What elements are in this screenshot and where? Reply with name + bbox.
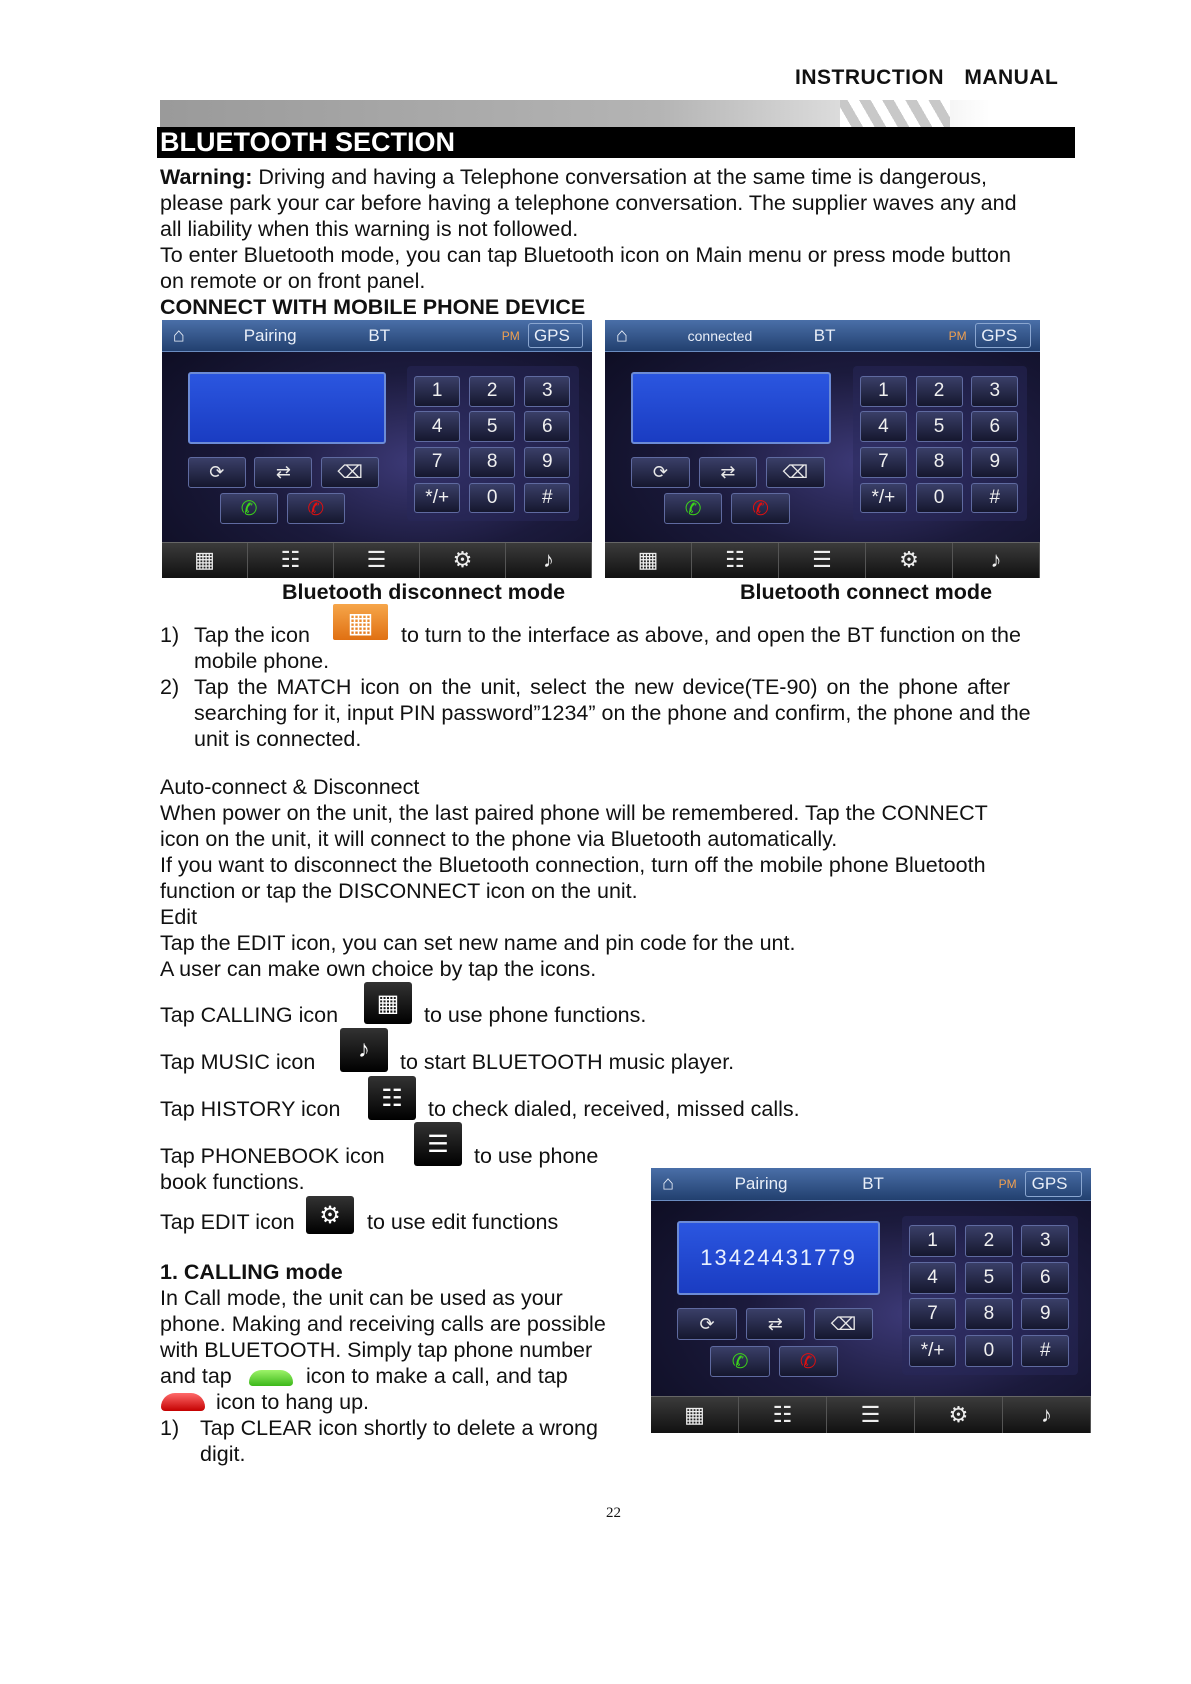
auto-line-2: When power on the unit, the last paired phone will be remembered. Tap the CONNECT bbox=[160, 801, 988, 825]
key-8[interactable]: 8 bbox=[916, 447, 963, 478]
bt-disconnect-screen bbox=[162, 320, 592, 578]
tap-phonebook-c: book functions. bbox=[160, 1170, 305, 1194]
music-icon[interactable]: ♪ bbox=[506, 543, 592, 578]
tap-calling-b: to use phone functions. bbox=[424, 1003, 647, 1027]
key-star[interactable]: */+ bbox=[414, 483, 460, 514]
key-5[interactable]: 5 bbox=[916, 411, 963, 442]
settings-icon: ⚙ bbox=[306, 1196, 354, 1234]
key-1[interactable]: 1 bbox=[414, 376, 460, 407]
pm-label: PM bbox=[948, 328, 967, 343]
home-icon[interactable]: ⌂ bbox=[172, 324, 185, 347]
warning-line-2: please park your car before having a telephone conversation. The supplier waves any and bbox=[160, 191, 1017, 215]
key-7[interactable]: 7 bbox=[414, 447, 460, 478]
auto-line-1: Auto-connect & Disconnect bbox=[160, 775, 420, 799]
key-2[interactable]: 2 bbox=[916, 376, 963, 407]
settings-icon[interactable]: ⚙ bbox=[915, 1397, 1003, 1433]
tap-calling-a: Tap CALLING icon bbox=[160, 1003, 339, 1027]
caption-disconnect: Bluetooth disconnect mode bbox=[282, 580, 566, 604]
enter-mode-line-1: To enter Bluetooth mode, you can tap Bluetooth icon on Main menu or press mode button bbox=[160, 243, 1011, 267]
key-3[interactable]: 3 bbox=[971, 376, 1018, 407]
calling-line-4b: icon to make a call, and tap bbox=[306, 1364, 568, 1388]
status-text: connected bbox=[687, 327, 753, 344]
phonebook-icon[interactable]: ☰ bbox=[827, 1397, 915, 1433]
phone-green-icon: ✆ bbox=[684, 497, 702, 520]
step-1-text-a: Tap the icon bbox=[194, 623, 310, 647]
warning-label: Warning: bbox=[160, 165, 253, 189]
key-1[interactable]: 1 bbox=[860, 376, 907, 407]
clear-button[interactable] bbox=[814, 1308, 873, 1340]
header-title: INSTRUCTION MANUAL bbox=[795, 66, 1059, 89]
number-display bbox=[631, 372, 831, 444]
keypad bbox=[407, 366, 579, 521]
key-0[interactable]: 0 bbox=[965, 1335, 1013, 1367]
phonebook-icon: ☰ bbox=[414, 1122, 462, 1166]
key-6[interactable]: 6 bbox=[971, 411, 1018, 442]
tap-music-a: Tap MUSIC icon bbox=[160, 1050, 316, 1074]
phonebook-icon[interactable]: ☰ bbox=[779, 543, 866, 578]
history-icon: ☷ bbox=[368, 1076, 416, 1120]
tap-history-a: Tap HISTORY icon bbox=[160, 1097, 341, 1121]
calling-icon[interactable]: ▦ bbox=[162, 543, 248, 578]
music-icon[interactable]: ♪ bbox=[1003, 1397, 1091, 1433]
step-2-text-a: Tap the MATCH icon on the unit, select the new device(TE-90) on the phone after bbox=[194, 675, 1011, 699]
step-2-text-b: searching for it, input PIN password”1234” on the phone and confirm, the phone and the bbox=[194, 701, 1031, 725]
tap-history-b: to check dialed, received, missed calls. bbox=[428, 1097, 800, 1121]
tap-music-b: to start BLUETOOTH music player. bbox=[400, 1050, 735, 1074]
warning-line-3: all liability when this warning is not followed. bbox=[160, 217, 579, 241]
refresh-icon: ⟳ bbox=[209, 461, 225, 482]
page-number: 22 bbox=[606, 1505, 621, 1521]
hangup-button[interactable] bbox=[731, 493, 790, 524]
clear-button[interactable] bbox=[321, 457, 379, 488]
warning-text: Driving and having a Telephone conversation at the same time is dangerous, bbox=[252, 165, 987, 189]
hangup-button[interactable] bbox=[779, 1346, 838, 1378]
key-3[interactable]: 3 bbox=[1021, 1225, 1069, 1257]
status-text: Pairing bbox=[243, 325, 297, 345]
clear-button[interactable] bbox=[766, 457, 825, 488]
pm-label: PM bbox=[501, 328, 520, 343]
key-0[interactable]: 0 bbox=[469, 483, 515, 514]
match-button[interactable] bbox=[631, 457, 690, 488]
calling-icon[interactable]: ▦ bbox=[605, 543, 692, 578]
key-9[interactable]: 9 bbox=[1021, 1298, 1069, 1330]
key-4[interactable]: 4 bbox=[909, 1262, 957, 1294]
green-phone-icon bbox=[249, 1370, 293, 1386]
calling-line-3: with BLUETOOTH. Simply tap phone number bbox=[160, 1338, 593, 1362]
screen-navbar bbox=[162, 542, 592, 578]
connect-button[interactable] bbox=[746, 1308, 805, 1340]
tap-edit-a: Tap EDIT icon bbox=[160, 1210, 295, 1234]
key-hash[interactable]: # bbox=[524, 483, 570, 514]
key-4[interactable]: 4 bbox=[414, 411, 460, 442]
key-2[interactable]: 2 bbox=[965, 1225, 1013, 1257]
step-1-text-b: to turn to the interface as above, and open the BT function on the bbox=[401, 623, 1021, 647]
phone-red-icon: ✆ bbox=[799, 1350, 817, 1373]
music-icon: ♪ bbox=[340, 1028, 388, 1072]
match-button[interactable] bbox=[188, 457, 246, 488]
calling-line-4a: and tap bbox=[160, 1364, 232, 1388]
phonebook-icon[interactable]: ☰ bbox=[334, 543, 420, 578]
number-display bbox=[188, 372, 386, 444]
key-7[interactable]: 7 bbox=[909, 1298, 957, 1330]
warning-line-1 bbox=[160, 164, 987, 190]
gps-label: GPS bbox=[1031, 1174, 1068, 1194]
key-6[interactable]: 6 bbox=[1021, 1262, 1069, 1294]
key-9[interactable]: 9 bbox=[524, 447, 570, 478]
bt-connect-screen bbox=[605, 320, 1040, 578]
call-button[interactable] bbox=[664, 493, 723, 524]
key-4[interactable]: 4 bbox=[860, 411, 907, 442]
tap-phonebook-b: to use phone bbox=[474, 1144, 599, 1168]
home-icon[interactable]: ⌂ bbox=[662, 1172, 675, 1195]
music-icon[interactable]: ♪ bbox=[953, 543, 1040, 578]
key-5[interactable]: 5 bbox=[965, 1262, 1013, 1294]
bt-label: BT bbox=[813, 325, 836, 345]
call-button[interactable] bbox=[710, 1346, 769, 1378]
history-icon[interactable]: ☷ bbox=[692, 543, 779, 578]
step-1-text-c: mobile phone. bbox=[194, 649, 330, 673]
calling-grid-icon: ▦ bbox=[333, 604, 388, 640]
calling-line-5: icon to hang up. bbox=[216, 1390, 370, 1414]
header-decor-bar bbox=[160, 100, 990, 127]
section-title: BLUETOOTH SECTION bbox=[157, 127, 1075, 158]
bt-label: BT bbox=[862, 1174, 884, 1194]
calling-mode-screen bbox=[651, 1168, 1091, 1433]
backspace-icon: ⌫ bbox=[782, 461, 809, 482]
calling-step-1-number: 1) bbox=[160, 1416, 180, 1440]
caption-connect: Bluetooth connect mode bbox=[740, 580, 993, 604]
refresh-icon: ⟳ bbox=[699, 1313, 715, 1334]
match-button[interactable] bbox=[677, 1308, 736, 1340]
key-3[interactable]: 3 bbox=[524, 376, 570, 407]
key-0[interactable]: 0 bbox=[916, 483, 963, 514]
gps-label: GPS bbox=[533, 325, 570, 345]
auto-line-3: icon on the unit, it will connect to the phone via Bluetooth automatically. bbox=[160, 827, 838, 851]
auto-line-8: A user can make own choice by tap the icons. bbox=[160, 957, 597, 981]
gps-label: GPS bbox=[981, 325, 1018, 345]
swap-icon: ⇄ bbox=[720, 461, 736, 482]
key-7[interactable]: 7 bbox=[860, 447, 907, 478]
phone-red-icon: ✆ bbox=[307, 497, 325, 520]
screen-topbar bbox=[162, 320, 592, 352]
calling-line-1: In Call mode, the unit can be used as your bbox=[160, 1286, 563, 1310]
history-icon[interactable]: ☷ bbox=[248, 543, 334, 578]
bt-label: BT bbox=[368, 325, 391, 345]
edit-heading: Edit bbox=[160, 905, 198, 929]
key-5[interactable]: 5 bbox=[469, 411, 515, 442]
connect-button[interactable] bbox=[699, 457, 758, 488]
hangup-button[interactable] bbox=[287, 493, 345, 524]
history-icon[interactable]: ☷ bbox=[739, 1397, 827, 1433]
tap-phonebook-a: Tap PHONEBOOK icon bbox=[160, 1144, 385, 1168]
backspace-icon: ⌫ bbox=[337, 461, 363, 482]
key-1[interactable]: 1 bbox=[909, 1225, 957, 1257]
key-star[interactable]: */+ bbox=[909, 1335, 957, 1367]
phone-green-icon: ✆ bbox=[731, 1350, 749, 1373]
settings-icon[interactable]: ⚙ bbox=[866, 543, 953, 578]
key-star[interactable]: */+ bbox=[860, 483, 907, 514]
keypad bbox=[902, 1216, 1078, 1375]
keypad bbox=[853, 366, 1027, 521]
settings-icon[interactable]: ⚙ bbox=[420, 543, 506, 578]
key-hash[interactable]: # bbox=[1021, 1335, 1069, 1367]
key-6[interactable]: 6 bbox=[524, 411, 570, 442]
auto-line-4: If you want to disconnect the Bluetooth connection, turn off the mobile phone Bluetooth bbox=[160, 853, 986, 877]
key-2[interactable]: 2 bbox=[469, 376, 515, 407]
enter-mode-line-2: on remote or on front panel. bbox=[160, 269, 426, 293]
screen-topbar bbox=[605, 320, 1040, 352]
connect-button[interactable] bbox=[254, 457, 312, 488]
backspace-icon: ⌫ bbox=[830, 1313, 857, 1334]
key-9[interactable]: 9 bbox=[971, 447, 1018, 478]
status-text: Pairing bbox=[734, 1174, 788, 1194]
home-icon[interactable]: ⌂ bbox=[615, 324, 628, 347]
calling-icon: ▦ bbox=[364, 982, 412, 1024]
phone-green-icon: ✆ bbox=[240, 497, 258, 520]
phone-red-icon: ✆ bbox=[752, 497, 769, 520]
screen-navbar bbox=[605, 542, 1040, 578]
number-display: 13424431779 bbox=[677, 1221, 879, 1295]
key-8[interactable]: 8 bbox=[965, 1298, 1013, 1330]
tap-edit-b: to use edit functions bbox=[367, 1210, 559, 1234]
step-1-number: 1) bbox=[160, 623, 180, 647]
refresh-icon: ⟳ bbox=[652, 461, 668, 482]
key-hash[interactable]: # bbox=[971, 483, 1018, 514]
step-2-text-c: unit is connected. bbox=[194, 727, 362, 751]
red-phone-icon bbox=[161, 1393, 205, 1411]
swap-icon: ⇄ bbox=[275, 461, 291, 482]
screen-navbar bbox=[651, 1396, 1091, 1433]
calling-step-1-b: digit. bbox=[200, 1442, 246, 1466]
swap-icon: ⇄ bbox=[767, 1313, 783, 1334]
connect-heading: CONNECT WITH MOBILE PHONE DEVICE bbox=[160, 295, 586, 319]
pm-label: PM bbox=[998, 1177, 1017, 1192]
auto-line-7: Tap the EDIT icon, you can set new name and pin code for the unt. bbox=[160, 931, 796, 955]
calling-step-1-a: Tap CLEAR icon shortly to delete a wrong bbox=[200, 1416, 598, 1440]
calling-line-2: phone. Making and receiving calls are possible bbox=[160, 1312, 606, 1336]
call-button[interactable] bbox=[220, 493, 278, 524]
step-2-number: 2) bbox=[160, 675, 180, 699]
screen-topbar bbox=[651, 1168, 1091, 1201]
calling-heading: 1. CALLING mode bbox=[160, 1260, 343, 1284]
calling-icon[interactable]: ▦ bbox=[651, 1397, 739, 1433]
auto-line-5: function or tap the DISCONNECT icon on the unit. bbox=[160, 879, 638, 903]
key-8[interactable]: 8 bbox=[469, 447, 515, 478]
